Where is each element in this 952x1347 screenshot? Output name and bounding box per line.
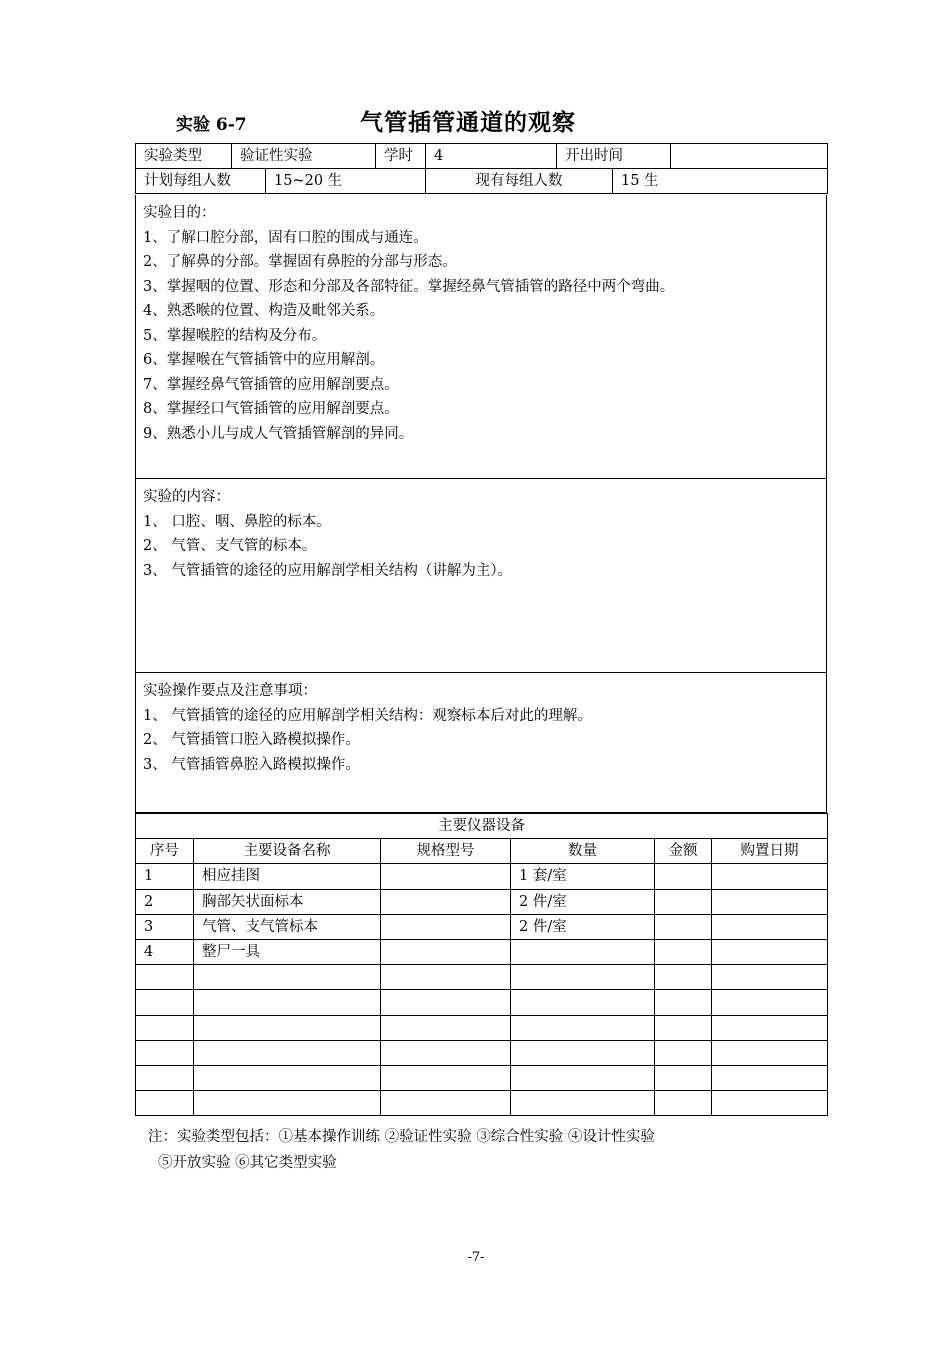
table-cell: 3 [136, 914, 194, 939]
page-heading [0, 104, 952, 138]
current-value: 15 生 [613, 169, 828, 194]
table-row [136, 889, 828, 914]
column-header: 规格型号 [381, 839, 511, 864]
type-label: 实验类型 [136, 144, 232, 169]
objective-item: 7、掌握经鼻气管插管的应用解剖要点。 [143, 376, 399, 393]
table-cell [712, 1015, 828, 1040]
table-cell [381, 1065, 511, 1090]
table-cell [381, 1015, 511, 1040]
notes-section [135, 673, 827, 813]
equipment-rows [136, 864, 828, 1116]
note-item: 2、 气管插管口腔入路模拟操作。 [143, 732, 360, 748]
footnote-line-1: 注：实验类型包括：①基本操作训练 ②验证性实验 ③综合性实验 ④设计性实验 [148, 1129, 655, 1145]
table-cell [712, 939, 828, 964]
table-cell [194, 990, 381, 1015]
table-cell: 1 套/室 [511, 864, 655, 889]
table-cell [194, 1091, 381, 1116]
table-row [136, 1015, 828, 1040]
column-header: 主要设备名称 [194, 839, 381, 864]
open-time-value [671, 144, 828, 169]
objective-item: 1、了解口腔分部，固有口腔的围成与通连。 [143, 229, 428, 246]
table-row [136, 990, 828, 1015]
table-cell [511, 1091, 655, 1116]
table-cell [511, 1040, 655, 1065]
table-cell [511, 939, 655, 964]
table-cell: 2 [136, 889, 194, 914]
table-cell [381, 1091, 511, 1116]
table-cell [655, 1065, 712, 1090]
column-header: 序号 [136, 839, 194, 864]
info-row-1 [136, 144, 828, 169]
table-cell [655, 889, 712, 914]
content-item: 1、 口腔、咽、鼻腔的标本。 [143, 513, 331, 530]
table-cell [511, 1015, 655, 1040]
table-row [136, 965, 828, 990]
table-cell [511, 965, 655, 990]
open-time-label: 开出时间 [557, 144, 671, 169]
table-cell [194, 1015, 381, 1040]
table-cell [136, 990, 194, 1015]
experiment-number: 实验 6-7 [176, 115, 247, 135]
table-row [136, 1065, 828, 1090]
experiment-info-table [135, 143, 828, 194]
table-cell [712, 1065, 828, 1090]
page-number: -7- [467, 1250, 485, 1265]
table-cell [381, 990, 511, 1015]
table-cell: 相应挂图 [194, 864, 381, 889]
table-cell [381, 939, 511, 964]
objective-item: 9、熟悉小儿与成人气管插管解剖的异同。 [143, 425, 414, 442]
table-cell [381, 864, 511, 889]
equipment-header-row [136, 839, 828, 864]
objective-item: 6、掌握喉在气管插管中的应用解剖。 [143, 352, 385, 368]
table-cell [712, 990, 828, 1015]
column-header: 金额 [655, 839, 712, 864]
table-cell [381, 965, 511, 990]
note-item: 1、 气管插管的途径的应用解剖学相关结构：观察标本后对此的理解。 [143, 707, 592, 724]
table-cell [655, 1040, 712, 1065]
table-cell [381, 914, 511, 939]
table-cell [712, 864, 828, 889]
current-label: 现有每组人数 [426, 169, 613, 194]
table-cell [194, 1040, 381, 1065]
footnote [148, 1124, 655, 1176]
objective-item: 4、熟悉喉的位置、构造及毗邻关系。 [143, 303, 385, 319]
table-cell [136, 1040, 194, 1065]
table-cell [655, 939, 712, 964]
notes-heading: 实验操作要点及注意事项： [143, 683, 317, 699]
footnote-line-2: ⑤开放实验 ⑥其它类型实验 [158, 1155, 337, 1171]
info-row-2 [136, 169, 828, 194]
equipment-title: 主要仪器设备 [136, 814, 828, 839]
content-item: 2、 气管、支气管的标本。 [143, 538, 317, 554]
table-cell [655, 864, 712, 889]
content-item: 3、 气管插管的途径的应用解剖学相关结构（讲解为主）。 [143, 562, 513, 579]
hours-value: 4 [426, 144, 557, 169]
type-value: 验证性实验 [232, 144, 376, 169]
equipment-table [135, 813, 828, 1116]
column-header: 购置日期 [712, 839, 828, 864]
table-cell [136, 1091, 194, 1116]
table-cell [511, 1065, 655, 1090]
table-cell [511, 990, 655, 1015]
planned-label: 计划每组人数 [136, 169, 266, 194]
table-row [136, 1040, 828, 1065]
planned-value: 15~20 生 [266, 169, 426, 194]
objective-item: 2、了解鼻的分部。掌握固有鼻腔的分部与形态。 [143, 254, 457, 270]
table-cell [712, 1091, 828, 1116]
table-cell [655, 1015, 712, 1040]
content-heading: 实验的内容： [143, 489, 230, 505]
table-cell [136, 1015, 194, 1040]
table-cell: 2 件/室 [511, 889, 655, 914]
table-cell [712, 1040, 828, 1065]
table-cell: 2 件/室 [511, 914, 655, 939]
table-cell [136, 1065, 194, 1090]
table-cell [655, 914, 712, 939]
objectives-heading: 实验目的： [143, 205, 216, 221]
table-cell: 整尸一具 [194, 939, 381, 964]
table-cell [136, 965, 194, 990]
table-cell [712, 965, 828, 990]
table-row [136, 1091, 828, 1116]
table-cell [655, 1091, 712, 1116]
table-cell: 胸部矢状面标本 [194, 889, 381, 914]
objective-item: 8、掌握经口气管插管的应用解剖要点。 [143, 401, 399, 417]
column-header: 数量 [511, 839, 655, 864]
table-cell [712, 889, 828, 914]
table-row [136, 939, 828, 964]
objective-item: 5、掌握喉腔的结构及分布。 [143, 327, 327, 344]
table-cell: 4 [136, 939, 194, 964]
table-row [136, 914, 828, 939]
table-cell [194, 965, 381, 990]
experiment-title: 气管插管通道的观察 [360, 109, 576, 136]
hours-label: 学时 [376, 144, 426, 169]
table-cell [381, 1040, 511, 1065]
table-row [136, 864, 828, 889]
table-cell [194, 1065, 381, 1090]
objective-item: 3、掌握咽的位置、形态和分部及各部特征。掌握经鼻气管插管的路径中两个弯曲。 [143, 278, 675, 295]
note-item: 3、 气管插管鼻腔入路模拟操作。 [143, 756, 360, 773]
table-cell: 1 [136, 864, 194, 889]
table-cell: 气管、支气管标本 [194, 914, 381, 939]
content-section [135, 479, 827, 673]
objectives-section [135, 195, 827, 479]
table-cell [712, 914, 828, 939]
table-cell [655, 990, 712, 1015]
equipment-title-row [136, 814, 828, 839]
table-cell [381, 889, 511, 914]
table-cell [655, 965, 712, 990]
